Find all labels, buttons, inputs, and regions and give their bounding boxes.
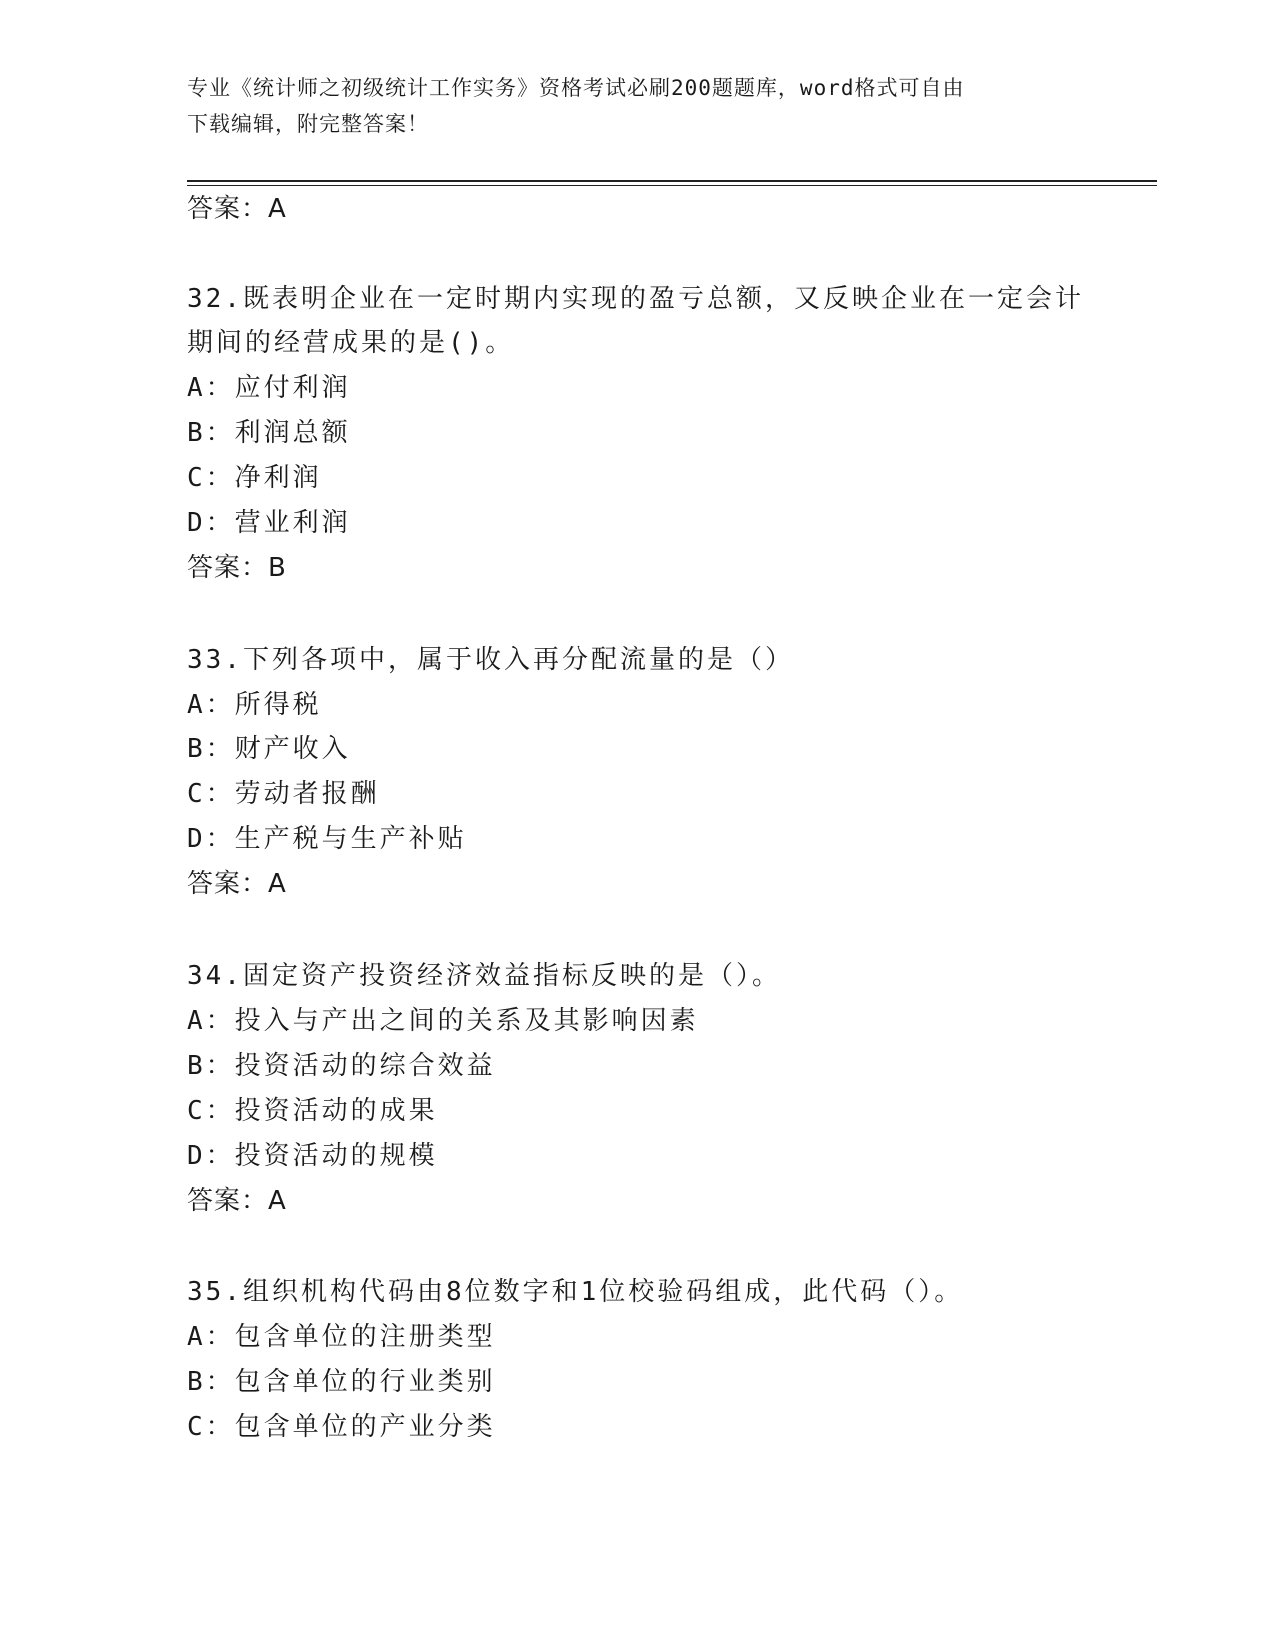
header-rule-thick <box>187 180 1157 182</box>
question-35-option-c: C：包含单位的产业分类 <box>187 1412 496 1442</box>
question-33-option-b: B：财产收入 <box>187 734 351 764</box>
answer-33: 答案：A <box>187 869 287 899</box>
question-34-option-b: B：投资活动的综合效益 <box>187 1051 496 1081</box>
question-34-option-c: C：投资活动的成果 <box>187 1096 438 1126</box>
answer-32: 答案：B <box>187 553 287 583</box>
question-32-stem-2: 期间的经营成果的是()。 <box>187 328 515 358</box>
question-33-option-a: A：所得税 <box>187 690 322 720</box>
header-rule-thin <box>187 185 1157 186</box>
question-32-option-d: D：营业利润 <box>187 508 351 538</box>
answer-34: 答案：A <box>187 1186 287 1216</box>
question-35-option-b: B：包含单位的行业类别 <box>187 1367 496 1397</box>
question-33-option-c: C：劳动者报酬 <box>187 779 380 809</box>
question-32-option-c: C：净利润 <box>187 463 322 493</box>
question-34-option-a: A：投入与产出之间的关系及其影响因素 <box>187 1006 699 1036</box>
header-line-2: 下载编辑，附完整答案！ <box>187 112 429 136</box>
question-35-stem: 35.组织机构代码由8位数字和1位校验码组成，此代码（）。 <box>187 1277 964 1307</box>
answer-31: 答案：A <box>187 194 287 224</box>
question-32-option-a: A：应付利润 <box>187 373 351 403</box>
question-34-stem: 34.固定资产投资经济效益指标反映的是（）。 <box>187 961 781 991</box>
question-32-stem-1: 32.既表明企业在一定时期内实现的盈亏总额，又反映企业在一定会计 <box>187 284 1084 314</box>
question-34-option-d: D：投资活动的规模 <box>187 1141 438 1171</box>
question-32-option-b: B：利润总额 <box>187 418 351 448</box>
question-35-option-a: A：包含单位的注册类型 <box>187 1322 496 1352</box>
header-line-1: 专业《统计师之初级统计工作实务》资格考试必刷200题题库，word格式可自由 <box>187 76 965 100</box>
document-header <box>187 70 1087 142</box>
question-33-option-d: D：生产税与生产补贴 <box>187 824 467 854</box>
question-33-stem: 33.下列各项中，属于收入再分配流量的是（） <box>187 645 794 675</box>
